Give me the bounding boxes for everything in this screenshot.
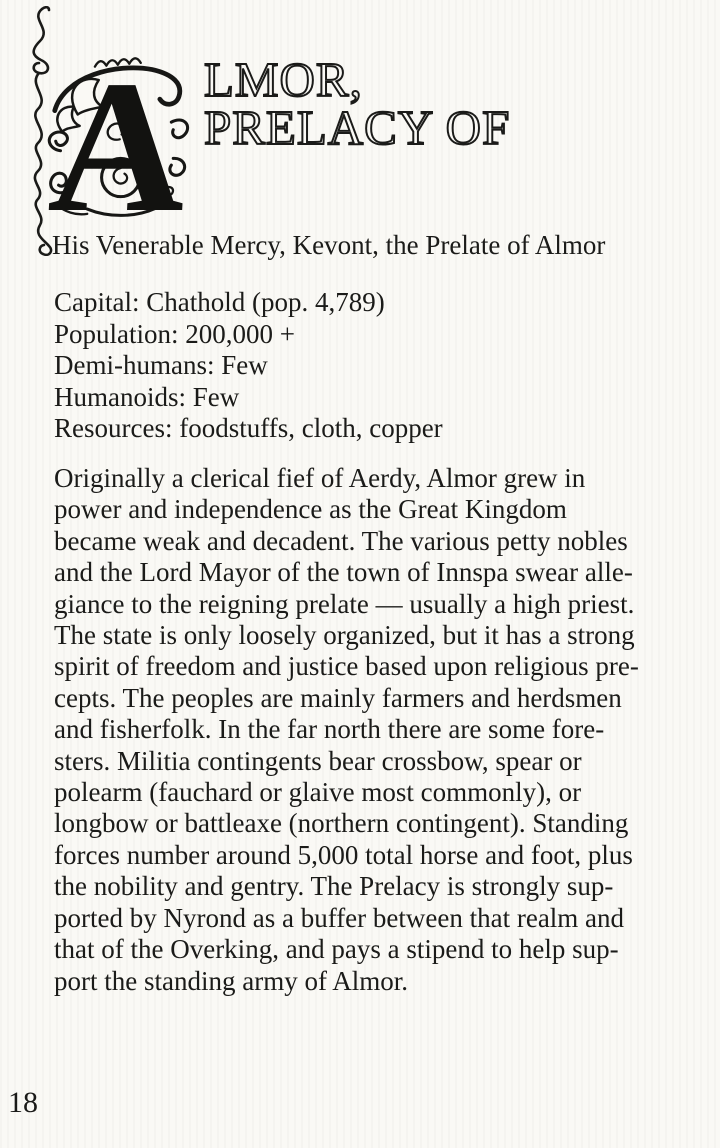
body-line: Originally a clerical fief of Aerdy, Almor grew in	[54, 463, 586, 493]
body-line: polearm (fauchard or glaive most commonly), or	[54, 777, 582, 808]
body-line: cepts. The peoples are mainly farmers and herdsmen	[54, 682, 622, 713]
body-line: and fisherfolk. In the far north there are some fore-	[54, 714, 605, 745]
stat-population: Population: 200,000 +	[54, 318, 295, 349]
body-line: and the Lord Mayor of the town of Innspa swear alle-	[54, 557, 633, 588]
body-line: ported by Nyrond as a buffer between that realm and	[54, 902, 625, 933]
body-line: the nobility and gentry. The Prelacy is strongly sup-	[54, 871, 614, 902]
stat-resources: Resources: foodstuffs, cloth, copper	[54, 413, 443, 443]
title-line-2: PRELACY OF	[204, 100, 511, 155]
page-number: 18	[8, 1086, 38, 1119]
body-line: giance to the reigning prelate — usually a high priest.	[54, 588, 635, 619]
body-line: spirit of freedom and justice based upon religious pre-	[54, 651, 639, 682]
ruler-line: His Venerable Mercy, Kevont, the Prelate of Almor	[52, 230, 606, 260]
body-line: The state is only loosely organized, but it has a strong	[54, 620, 635, 651]
stats-block	[54, 287, 443, 445]
stat-humanoids: Humanoids: Few	[54, 381, 240, 412]
body-line: port the standing army of Almor.	[54, 965, 408, 996]
body-line: sters. Militia contingents bear crossbow, spear or	[54, 745, 582, 776]
body-line: forces number around 5,000 total horse and foot, plus	[54, 839, 633, 870]
body-line: power and independence as the Great Kingdom	[54, 494, 567, 525]
body-line: longbow or battleaxe (northern contingent). Standing	[54, 808, 629, 839]
stat-capital: Capital: Chathold (pop. 4,789)	[54, 287, 385, 317]
drop-cap-letter: A	[44, 50, 193, 220]
body-line: that of the Overking, and pays a stipend to help sup-	[54, 934, 619, 965]
stat-demi-humans: Demi-humans: Few	[54, 350, 268, 380]
drop-cap-ornament-icon	[28, 50, 200, 220]
body-line: became weak and decadent. The various petty nobles	[54, 525, 628, 556]
title-line-1: LMOR,	[204, 52, 363, 107]
article-title	[204, 52, 511, 155]
illuminated-drop-cap	[28, 50, 200, 220]
body-paragraph	[54, 463, 714, 997]
